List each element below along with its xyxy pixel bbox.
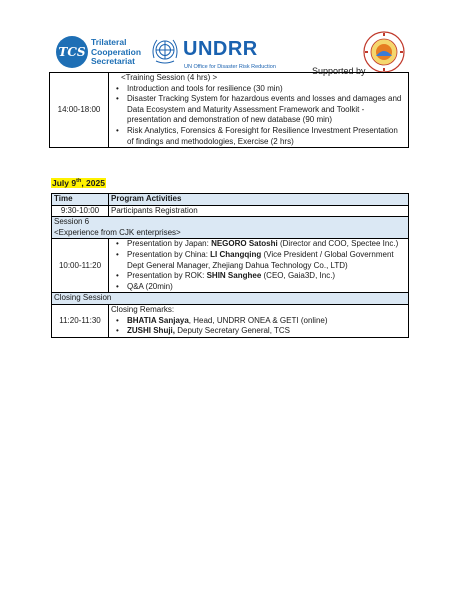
presentations-time-cell: 10:00-11:20 [52,239,109,293]
undrr-wordmark: UNDRR [183,38,258,60]
closing-remarks-list [111,316,406,337]
adrc-logo-icon [362,30,406,74]
list-item: • Risk Analytics, Forensics & Foresight for Resilience Investment Presentation of findings and methodologies, Exercise (2 hrs) [127,126,406,147]
date-heading [51,178,106,188]
training-content-cell [109,73,409,148]
qa-item: Q&A (20min) [127,281,173,291]
presenter-name: SHIN Sanghee [206,271,262,281]
presenter-name: LI Changqing [210,249,262,259]
un-emblem-icon [148,36,182,66]
tcs-mark: TCS [58,45,86,59]
tcs-name [91,38,141,67]
date-ordinal: th [76,178,82,185]
tcs-name-line-3: Secretariat [91,56,135,66]
list-item [127,250,406,271]
list-item [127,239,406,250]
registration-time-cell: 9:30-10:00 [52,205,109,217]
program-table [51,193,409,338]
speaker-title: Deputy Secretary General, TCS [175,326,291,336]
list-item: • Introduction and tools for resilience (30 min) [127,84,406,95]
speaker-name: ZUSHI Shuji, [127,326,175,336]
presenter-affiliation: (CEO, Gaia3D, Inc.) [261,271,336,281]
list-item [127,326,406,337]
training-session-row [50,73,409,148]
presenter-affiliation: (Vice President / Global Government Dept General Manager, Zhejiang Dahua Technology Co., LTD) [127,249,394,270]
speaker-title: , Head, UNDRR ONEA & GETI (online) [188,315,328,325]
registration-cell: Participants Registration [109,205,409,217]
presentation-prefix: Presentation by ROK: [127,271,207,281]
presentation-prefix: Presentation by Japan: [127,239,212,249]
column-header-activities: Program Activities [109,194,409,206]
undrr-subtitle: UN Office for Disaster Risk Reduction [184,64,276,70]
closing-remarks-cell [109,304,409,337]
list-item [127,316,406,327]
column-header-time: Time [52,194,109,206]
date-year: , 2025 [81,178,105,188]
table-row [52,239,409,293]
date-day: July 9 [52,178,77,188]
undrr-logo [148,36,276,76]
tcs-emblem-icon [56,36,88,68]
supported-by-label: Supported by [312,66,366,76]
presenter-name: NEGORO Satoshi [211,239,278,249]
closing-session-row [52,293,409,305]
list-item [127,282,406,293]
closing-session-title: Closing Session [52,293,409,305]
list-item [127,271,406,282]
training-heading: <Training Session (4 hrs) > [121,73,218,82]
session-6-cell [52,217,409,239]
speaker-name: BHATIA Sanjaya [127,315,189,325]
training-session-table [49,72,409,148]
tcs-name-line-1: Trilateral [91,37,127,47]
tcs-name-line-2: Cooperation [91,46,142,57]
table-header-row [52,194,409,206]
tcs-logo [56,36,146,76]
training-time-cell: 14:00-18:00 [50,73,109,148]
closing-remarks-label: Closing Remarks: [111,304,175,314]
session-6-title: Session 6 [54,217,90,227]
session-6-subtitle: <Experience from CJK enterprises> [54,227,181,237]
training-items-list [111,84,406,148]
presentations-list [111,239,406,292]
presentations-cell [109,239,409,293]
table-row [52,205,409,217]
presenter-affiliation: (Director and COO, Spectee Inc.) [277,239,399,249]
list-item: • Disaster Tracking System for hazardous events and losses and damages and Data Ecosystem and Maturity Assessment Framework and Toolkit - presentation and demonstration of new database (90 min) [127,94,406,126]
session-6-row [52,217,409,239]
table-row [52,304,409,337]
presentation-prefix: Presentation by China: [127,249,211,259]
closing-time-cell: 11:20-11:30 [52,304,109,337]
